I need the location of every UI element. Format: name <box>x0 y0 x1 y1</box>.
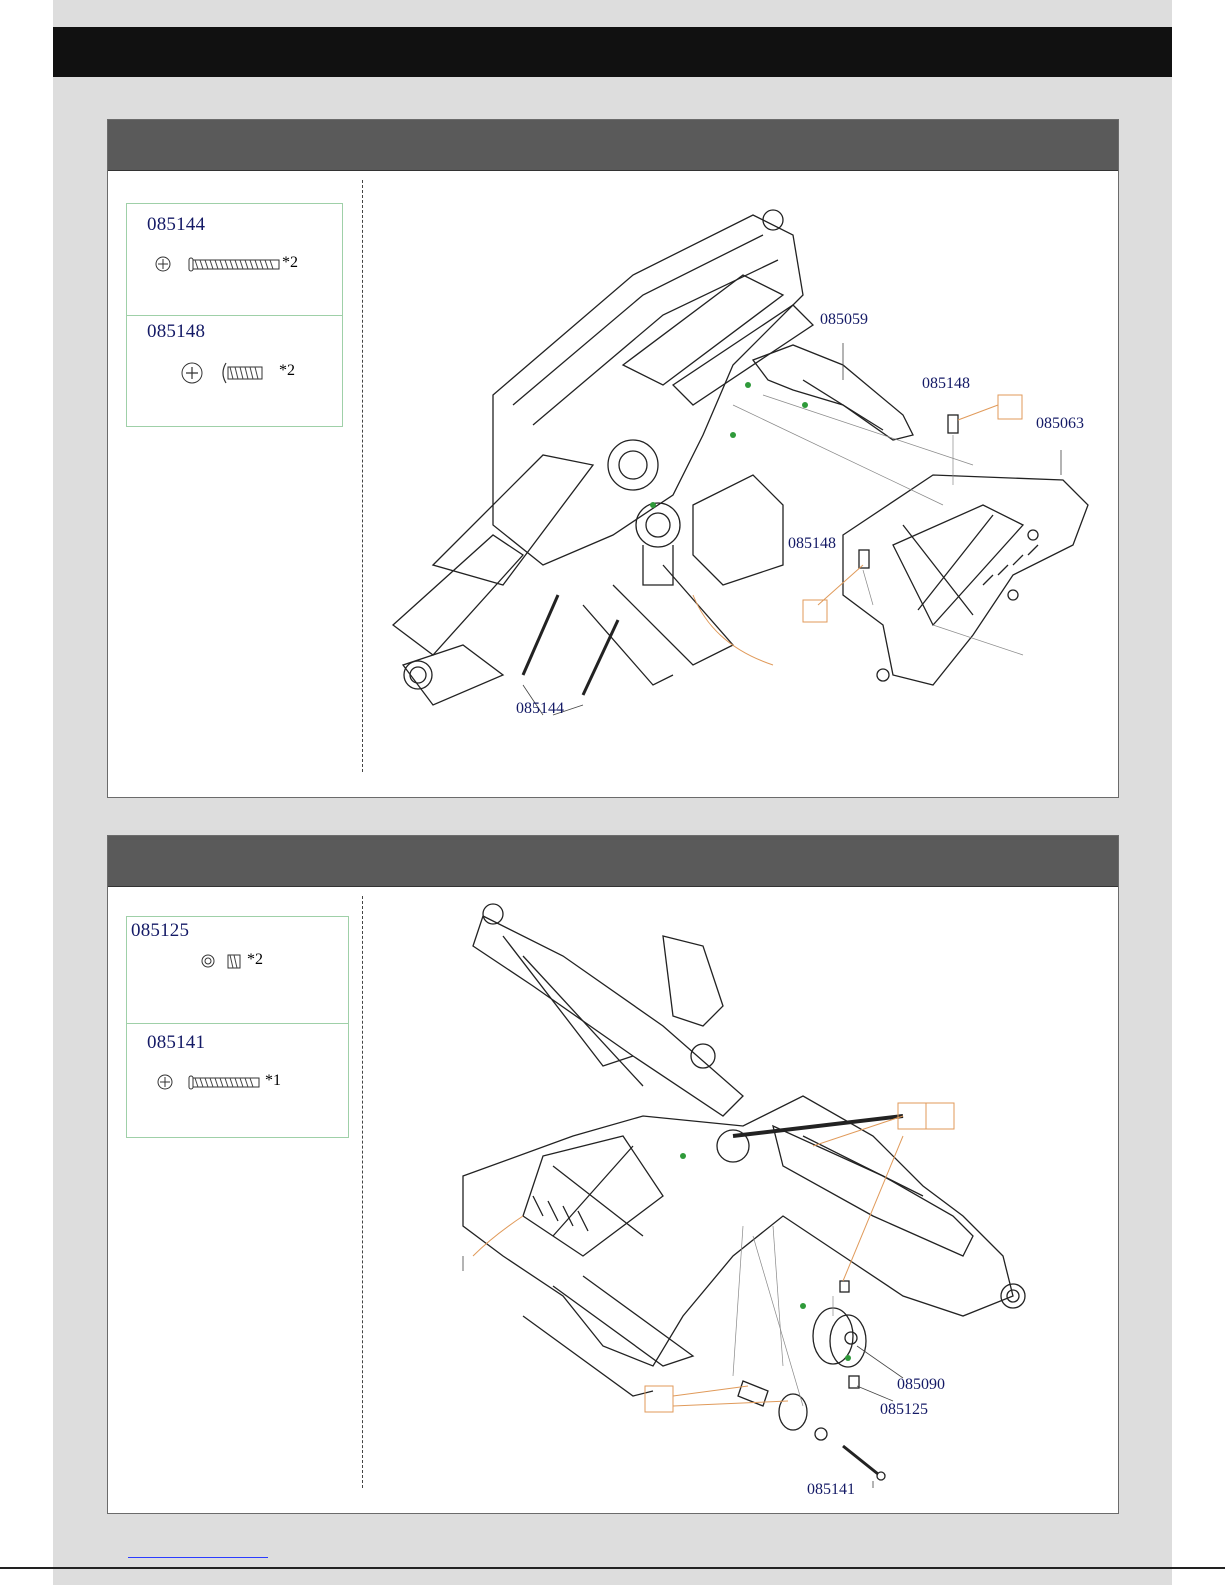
short-screw-icon <box>182 362 272 386</box>
top-title-bar <box>53 27 1172 77</box>
part-085141-cell <box>127 1023 348 1138</box>
step1-parts-box <box>126 203 343 427</box>
step1-assembly-diagram <box>373 205 1103 745</box>
step2-assembly-diagram <box>403 896 1063 1496</box>
long-screw-icon <box>155 256 285 274</box>
callout-085125: 085125 <box>880 1401 928 1418</box>
callout-085063: 085063 <box>1036 415 1084 432</box>
part-number: 085125 <box>131 920 190 941</box>
part-number: 085148 <box>147 321 206 342</box>
step2-parts-box <box>126 916 349 1138</box>
part-085125-cell <box>127 917 348 1023</box>
callout-085148-upper: 085148 <box>922 375 970 392</box>
footer-link[interactable] <box>128 1557 268 1558</box>
part-085144-cell <box>127 204 342 315</box>
part-quantity: *1 <box>265 1072 281 1089</box>
set-screw-icon <box>200 953 250 971</box>
callout-085090: 085090 <box>897 1376 945 1393</box>
step2-divider <box>362 896 363 1488</box>
callout-085148-lower: 085148 <box>788 535 836 552</box>
callout-085144: 085144 <box>516 700 564 717</box>
part-number: 085141 <box>147 1032 206 1053</box>
step1-header-bar <box>108 120 1118 171</box>
part-quantity: *2 <box>282 254 298 271</box>
step1-divider <box>362 180 363 772</box>
step2-panel <box>107 835 1119 1514</box>
part-number: 085144 <box>147 214 206 235</box>
part-quantity: *2 <box>247 951 263 968</box>
callout-085059: 085059 <box>820 311 868 328</box>
part-085148-cell <box>127 315 342 427</box>
callout-085141: 085141 <box>807 1481 855 1498</box>
part-quantity: *2 <box>279 362 295 379</box>
step2-header-bar <box>108 836 1118 887</box>
step1-panel <box>107 119 1119 798</box>
footer-rule <box>0 1567 1225 1569</box>
long-screw-icon <box>157 1074 267 1092</box>
